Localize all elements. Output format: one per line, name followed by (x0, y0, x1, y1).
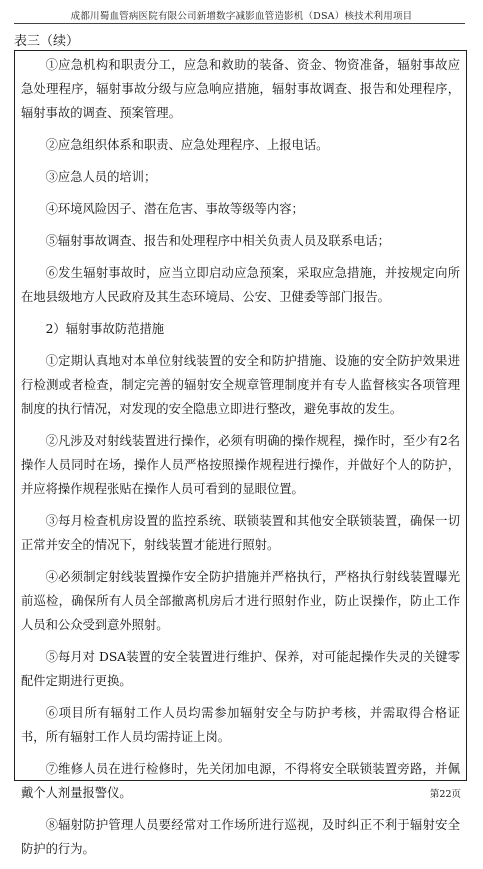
paragraph-prevention-6: ⑥项目所有辐射工作人员均需参加辐射安全与防护考核，并需取得合格证书，所有辐射工作人员均需持证上岗。 (21, 706, 460, 744)
paragraph-emergency-4: ④环境风险因子、潜在危害、事故等级等内容； (45, 202, 304, 216)
paragraph-emergency-5: ⑤辐射事故调查、报告和处理程序中相关负责人员及联系电话； (45, 234, 390, 248)
document-header: 成都川蜀血管病医院有限公司新增数字减影血管造影机（DSA）核技术利用项目 (70, 11, 413, 22)
table-label: 表三（续） (14, 34, 80, 49)
paragraph-emergency-1: ①应急机构和职责分工，应急和救助的装备、资金、物资准备，辐射事故应急处理程序，辐射事故分级与应急响应措施，辐射事故调查、报告和处理程序，辐射事故的调查、预案管理。 (21, 58, 460, 120)
paragraph-emergency-3: ③应急人员的培训； (45, 170, 157, 184)
paragraph-prevention-1: ①定期认真地对本单位射线装置的安全和防护措施、设施的安全防护效果进行检测或者检查，制定完善的辐射安全规章管理制度并有专人监督核实各项管理制度的执行情况，对发现的安全隐患立即进行整改，避免事故的发生。 (21, 354, 460, 416)
header-divider (14, 23, 465, 24)
paragraph-prevention-4: ④必须制定射线装置操作安全防护措施并严格执行，严格执行射线装置曝光前巡检，确保所有人员全部撤离机房后才进行照射作业，防止误操作，防止工作人员和公众受到意外照射。 (21, 570, 460, 632)
section-subheading: 2）辐射事故防范措施 (45, 322, 165, 336)
page-number: 第22页 (429, 789, 461, 800)
paragraph-emergency-6: ⑥发生辐射事故时，应当立即启动应急预案，采取应急措施，并按规定向所在地县级地方人民政府及其生态环境局、公安、卫健委等部门报告。 (21, 266, 460, 304)
paragraph-prevention-5: ⑤每月对 DSA装置的安全装置进行维护、保养，对可能起操作失灵的关键零配件定期进行更换。 (21, 650, 460, 688)
paragraph-emergency-2: ②应急组织体系和职责、应急处理程序、上报电话。 (45, 138, 329, 152)
paragraph-prevention-2: ②凡涉及对射线装置进行操作，必须有明确的操作规程，操作时，至少有2名操作人员同时在场，操作人员严格按照操作规程进行操作，并做好个人的防护，并应将操作规程张贴在操作人员可看到的显眼位置。 (21, 434, 460, 496)
paragraph-prevention-3: ③每月检查机房设置的监控系统、联锁装置和其他安全联锁装置，确保一切正常并安全的情况下，射线装置才能进行照射。 (21, 514, 460, 552)
paragraph-prevention-8: ⑧辐射防护管理人员要经常对工作场所进行巡视，及时纠正不利于辐射安全防护的行为。 (21, 818, 460, 856)
content-body (21, 53, 460, 869)
paragraph-prevention-7: ⑦维修人员在进行检修时，先关闭加电源，不得将安全联锁装置旁路，并佩戴个人剂量报警仪。 (21, 762, 460, 800)
